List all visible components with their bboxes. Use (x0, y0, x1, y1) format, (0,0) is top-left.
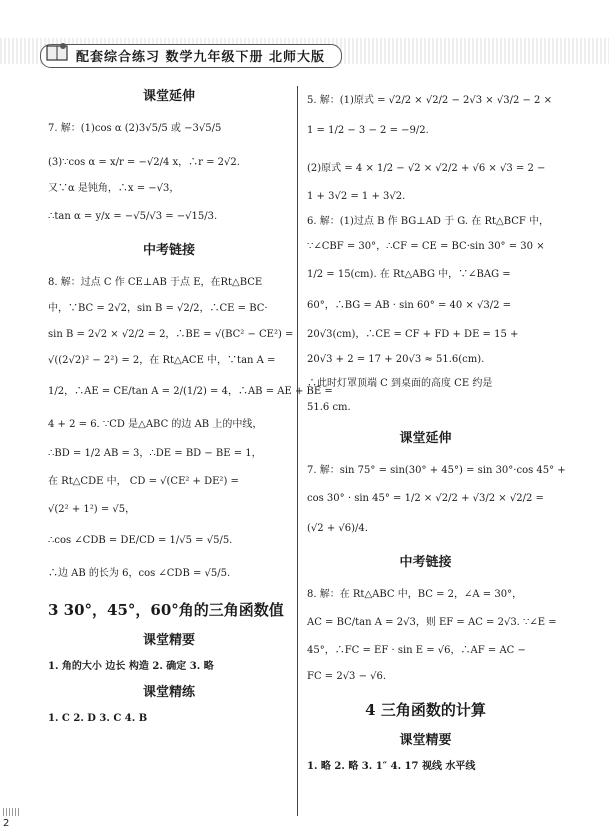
answer-line: 20√3(cm)，∴CE = CF + FD + DE = 15 + (307, 329, 519, 340)
answer-line: ∴cos ∠CDB = DE/CD = 1/√5 = √5/5. (48, 535, 233, 546)
answer-line: (3)∵cos α = x/r = −√2/4 x，∴r = 2√2. (48, 157, 240, 168)
answer-line: (√2 + √6)/4. (307, 523, 368, 534)
answer-line: ∴此时灯罩顶端 C 到桌面的高度 CE 约是 (307, 378, 493, 389)
header-title: 配套综合练习 数学九年级下册 北师大版 (76, 50, 326, 65)
answer-line: (2)原式 = 4 × 1/2 − √2 × √2/2 + √6 × √3 = 2 − (307, 163, 546, 174)
section-heading: 课堂延伸 (142, 89, 195, 104)
answer-line: √(2² + 1²) = √5， (48, 504, 136, 515)
answer-line: sin B = 2√2 × √2/2 = 2，∴BE = √(BC² − CE²) = (48, 329, 294, 340)
answer-line: 1/2 = 15(cm). 在 Rt△ABG 中，∵∠BAG = (307, 269, 511, 280)
answer-line: 又∵α 是钝角，∴x = −√3， (48, 183, 180, 194)
section-heading: 课堂精要 (142, 633, 195, 648)
answer-line: 8. 解：过点 C 作 CE⊥AB 于点 E，在Rt△BCE (48, 277, 263, 288)
column-divider (297, 86, 298, 816)
answer-line: ∴BD = 1/2 AB = 3，∴DE = BD − BE = 1， (48, 448, 262, 459)
right-column (307, 86, 566, 774)
answer-line: AC = BC/tan A = 2√3，则 EF = AC = 2√3. ∵∠E = (307, 617, 557, 628)
answer-line: 5. 解：(1)原式 = √2/2 × √2/2 − 2√3 × √3/2 − 2 × (307, 95, 552, 106)
answer-line: ∵∠CBF = 30°，∴CF = CE = BC·sin 30° = 30 × (307, 241, 545, 252)
answer-line: 7. 解：(1)cos α (2)3√5/5 或 −3√5/5 (48, 123, 222, 134)
answer-line: 45°，∴FC = EF · sin E = √6，∴AF = AC − (307, 645, 526, 656)
answer-line: 在 Rt△CDE 中， CD = √(CE² + DE²) = (48, 476, 239, 487)
answer-line: 4 + 2 = 6. ∵CD 是△ABC 的边 AB 上的中线， (48, 419, 263, 430)
section-heading: 课堂精练 (142, 685, 195, 700)
page-header-banner (0, 0, 609, 78)
section-heading: 中考链接 (142, 243, 195, 258)
section-heading: 课堂精要 (399, 733, 452, 748)
answer-line: cos 30° · sin 45° = 1/2 × √2/2 + √3/2 × √2/2 = (307, 493, 544, 504)
answer-line: 1. 略 2. 略 3. 1″ 4. 17 视线 水平线 (307, 761, 476, 772)
answer-line: ∴边 AB 的长为 6，cos ∠CDB = √5/5. (48, 568, 231, 579)
book-logo-icon (44, 40, 70, 66)
answer-line: 6. 解：(1)过点 B 作 BG⊥AD 于 G. 在 Rt△BCF 中， (307, 216, 550, 227)
answer-line: 51.6 cm. (307, 402, 351, 413)
answer-line: 1. 角的大小 边长 构造 2. 确定 3. 略 (48, 661, 214, 672)
answer-line: 7. 解：sin 75° = sin(30° + 45°) = sin 30°·cos 45° + (307, 465, 566, 476)
chapter-title: 3 30°，45°，60°角的三角函数值 (48, 601, 284, 619)
answer-line: FC = 2√3 − √6. (307, 671, 387, 682)
chapter-title: 4 三角函数的计算 (365, 701, 486, 719)
footer-bars (3, 808, 19, 816)
answer-line: 1 = 1/2 − 3 − 2 = −9/2. (307, 125, 429, 136)
answer-line: 20√3 + 2 = 17 + 20√3 ≈ 51.6(cm). (307, 354, 485, 365)
answer-line: √((2√2)² − 2²) = 2，在 Rt△ACE 中，∵tan A = (48, 355, 276, 366)
answer-line: 1/2，∴AE = CE/tan A = 2/(1/2) = 4，∴AB = AE + BE = (48, 386, 333, 397)
section-heading: 课堂延伸 (399, 431, 452, 446)
answer-line: 1. C 2. D 3. C 4. B (48, 713, 148, 724)
answer-line: ∴tan α = y/x = −√5/√3 = −√15/3. (48, 211, 218, 222)
page-number: 2 (3, 818, 10, 829)
answer-line: 60°，∴BG = AB · sin 60° = 40 × √3/2 = (307, 300, 511, 311)
answer-line: 中，∵BC = 2√2，sin B = √2/2，∴CE = BC· (48, 303, 268, 314)
answer-line: 8. 解：在 Rt△ABC 中，BC = 2，∠A = 30°， (307, 589, 523, 600)
section-heading: 中考链接 (399, 555, 452, 570)
answer-line: 1 + 3√2 = 1 + 3√2. (307, 191, 406, 202)
